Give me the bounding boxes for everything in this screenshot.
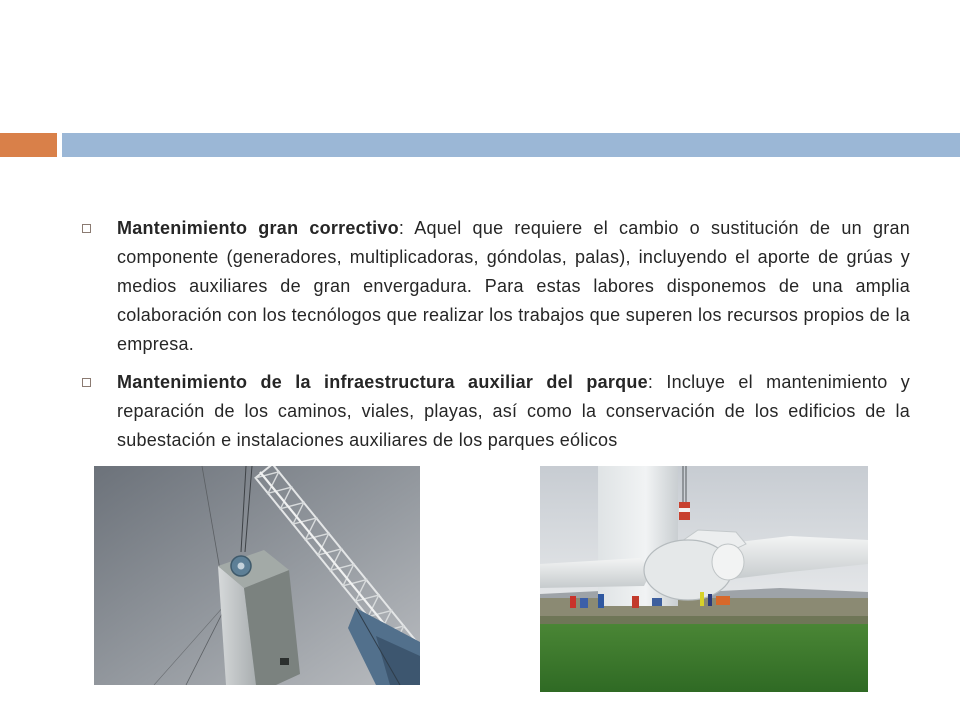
grass [540, 624, 868, 692]
bullet-paragraph [117, 368, 910, 455]
bullet-list [0, 214, 960, 464]
crane-nacelle-photo [94, 466, 420, 685]
header-accent-bar-blue [62, 133, 960, 157]
square-bullet-icon [82, 224, 91, 233]
ground-equipment [652, 598, 662, 606]
hub-nose-cone [712, 544, 744, 580]
ground-equipment [580, 598, 588, 608]
bullet-title: Mantenimiento de la infraestructura auxiliar del parque [117, 372, 648, 392]
ground-equipment [570, 596, 576, 608]
crane-hook-stripe [679, 508, 690, 512]
bullet-item [0, 214, 960, 359]
hub-center [238, 563, 245, 570]
worker [708, 594, 712, 606]
orange-cart [716, 596, 730, 605]
bullet-body: : Incluye el mantenimiento y reparación de los caminos, viales, playas, así como la conservación de los edificios de la subestación e instalaciones auxiliares de los parques eólicos [117, 372, 910, 450]
worker [700, 592, 704, 606]
rotor-blades-photo [540, 466, 868, 692]
square-bullet-icon [82, 378, 91, 387]
bullet-body: : Aquel que requiere el cambio o sustitución de un gran componente (generadores, multiplicadoras, góndolas, palas), incluyendo el aporte de grúas y medios auxiliares de gran envergadura. Para estas labores disponemos de una amplia colaboración con los tecnólogos que realizar los trabajos que superen los recursos propios de la empresa. [117, 218, 910, 354]
header-accent-bar-orange [0, 133, 57, 157]
crane-nacelle-illustration [94, 466, 420, 685]
ground-equipment [598, 594, 604, 608]
wind-turbine-nacelle [218, 550, 300, 685]
rotor-assembly-illustration [540, 466, 868, 692]
ground-equipment [632, 596, 639, 608]
bullet-paragraph [117, 214, 910, 359]
bullet-item [0, 368, 960, 455]
nacelle-hatch [280, 658, 289, 665]
bullet-title: Mantenimiento gran correctivo [117, 218, 399, 238]
